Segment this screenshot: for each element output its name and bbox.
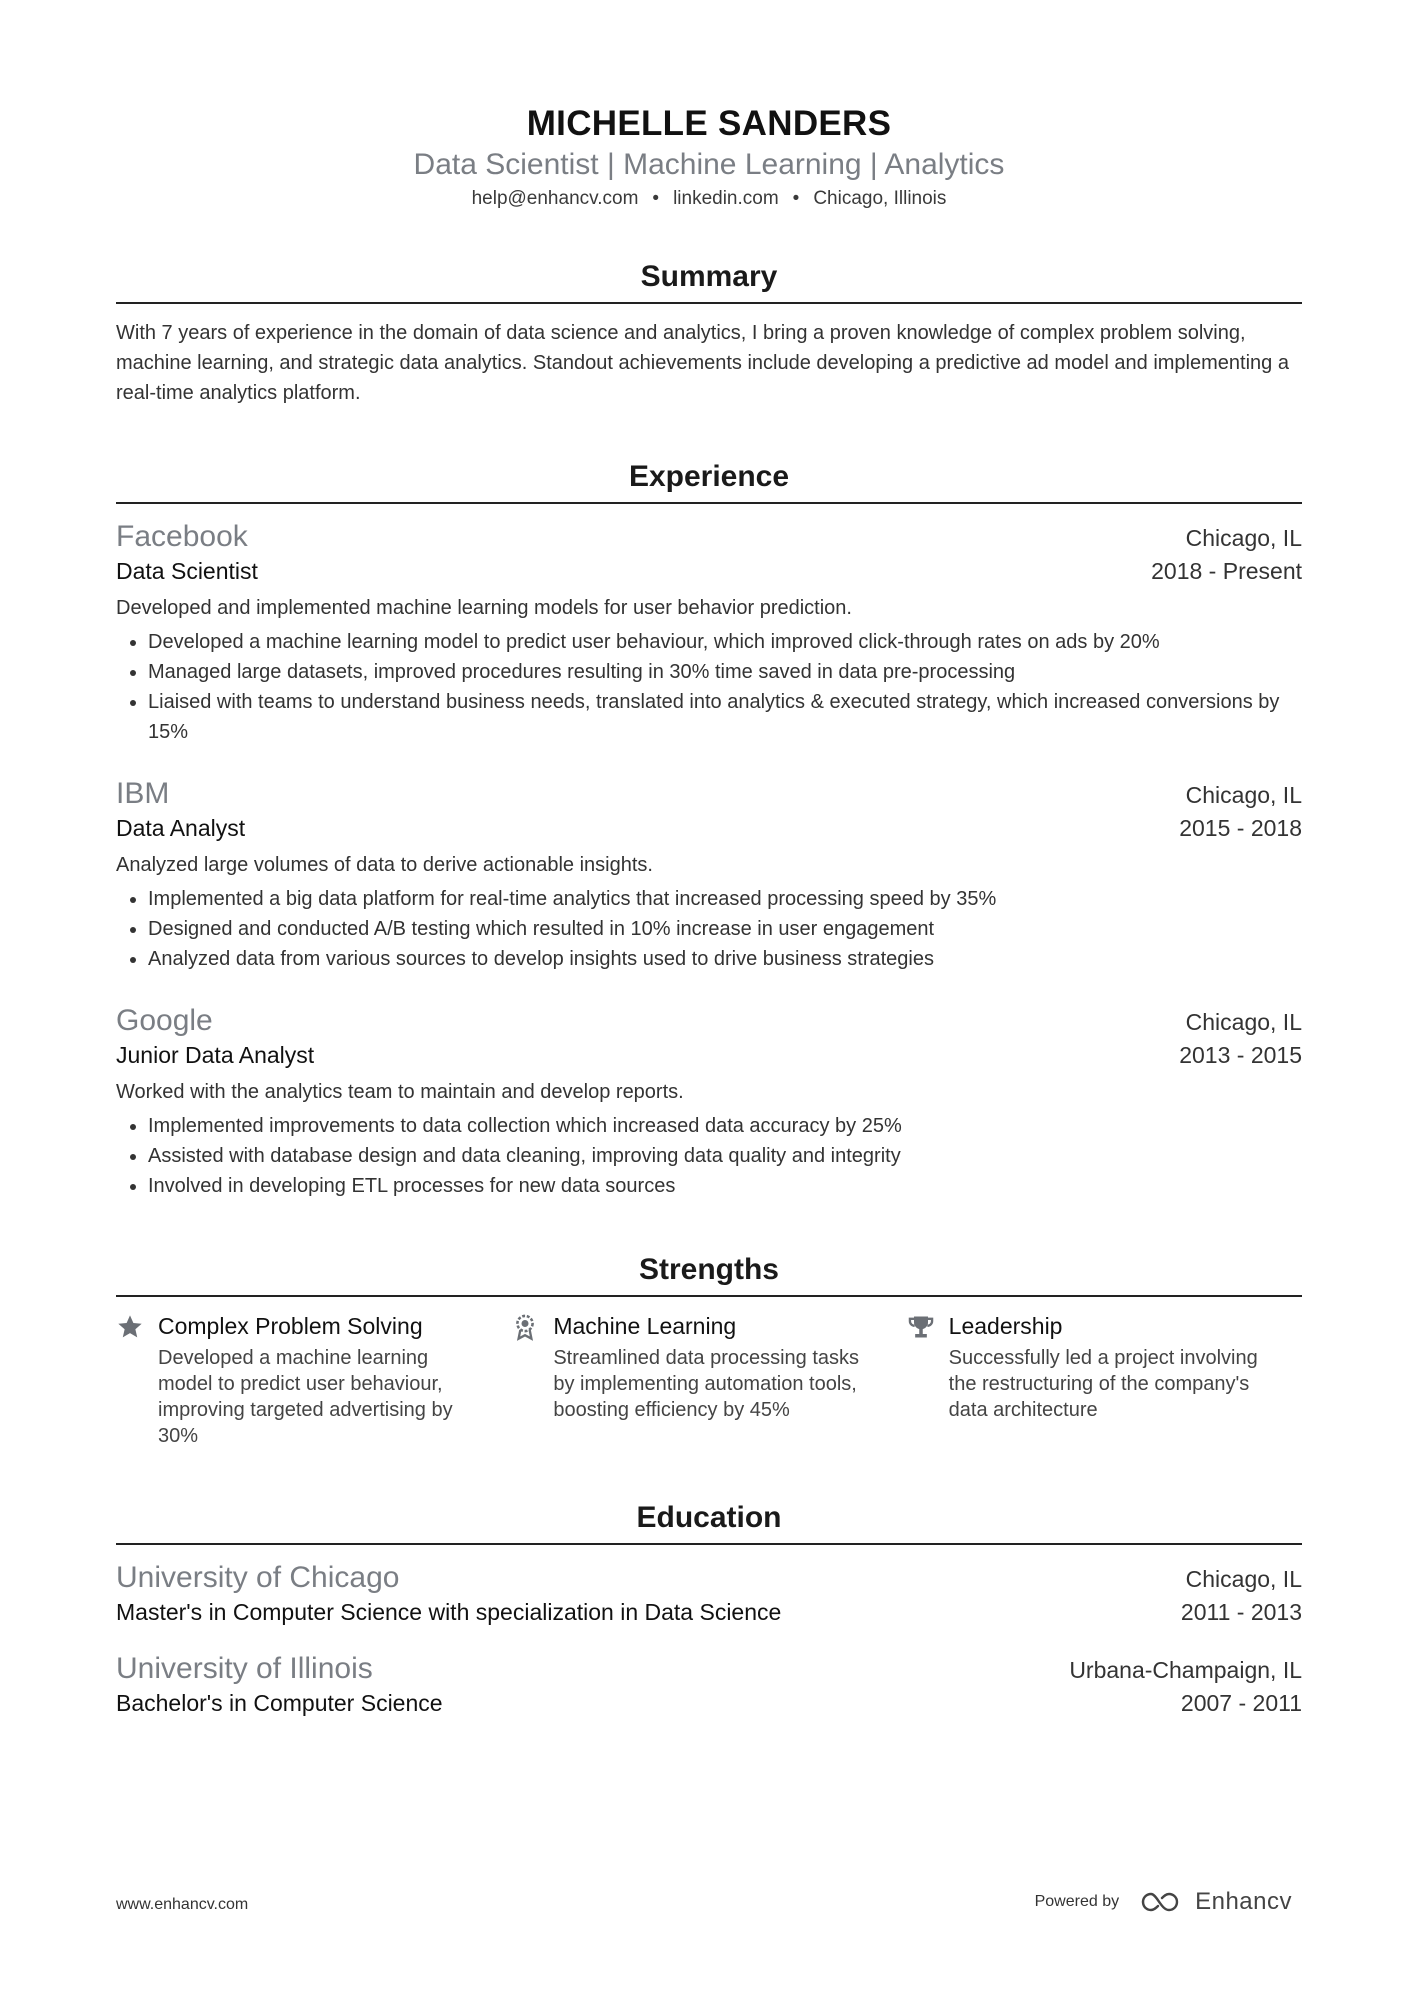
school-name: University of Illinois	[116, 1652, 373, 1685]
summary-section	[116, 260, 1302, 408]
list-item: • Developed a machine learning model to predict user behaviour, which improved click-through rates on ads by 20%	[148, 627, 1302, 657]
degree: Master's in Computer Science with specialization in Data Science	[116, 1599, 782, 1625]
achievement-list	[116, 1111, 1302, 1201]
section-title-strengths: Strengths	[116, 1253, 1302, 1297]
section-title-education: Education	[116, 1501, 1302, 1545]
separator-dot: •	[792, 188, 800, 209]
candidate-name: MICHELLE SANDERS	[526, 104, 892, 143]
school-name: University of Chicago	[116, 1561, 400, 1594]
strength-item	[511, 1311, 906, 1449]
degree: Bachelor's in Computer Science	[116, 1690, 443, 1716]
trophy-icon	[907, 1311, 949, 1449]
education-entry	[116, 1561, 1302, 1626]
enhancv-logo[interactable]	[1139, 1888, 1292, 1916]
strength-title: Leadership	[948, 1313, 1063, 1339]
strength-title: Complex Problem Solving	[158, 1313, 423, 1339]
education-dates: 2011 - 2013	[1180, 1599, 1302, 1625]
experience-entry	[116, 1004, 1302, 1201]
section-title-summary: Summary	[116, 260, 1302, 304]
strength-item	[907, 1311, 1302, 1449]
list-item: • Implemented a big data platform for real-time analytics that increased processing speed by 35%	[148, 884, 1302, 914]
resume-page	[116, 0, 1302, 1717]
resume-header	[116, 0, 1302, 210]
job-title: Data Analyst	[116, 815, 246, 841]
experience-entry	[116, 520, 1302, 747]
brand-name: Enhancv	[1195, 1888, 1292, 1915]
headline: Data Scientist | Machine Learning | Analytics	[413, 148, 1005, 181]
contact-line	[116, 188, 1302, 210]
section-title-experience: Experience	[116, 460, 1302, 504]
strength-description: Successfully led a project involving the restructuring of the company's data architecture	[948, 1347, 1258, 1421]
education-dates: 2007 - 2011	[1180, 1690, 1302, 1716]
experience-entry	[116, 777, 1302, 974]
education-entry	[116, 1652, 1302, 1717]
job-dates: 2018 - Present	[1151, 558, 1302, 584]
achievement-list	[116, 627, 1302, 747]
job-location: Chicago, IL	[1185, 782, 1302, 808]
job-title: Data Scientist	[116, 558, 258, 584]
job-description: Developed and implemented machine learning models for user behavior prediction.	[116, 597, 852, 619]
strengths-section	[116, 1253, 1302, 1449]
company-name: Facebook	[116, 520, 248, 553]
job-dates: 2013 - 2015	[1179, 1042, 1302, 1068]
footer-branding	[1035, 1888, 1292, 1916]
job-location: Chicago, IL	[1185, 525, 1302, 551]
list-item: • Implemented improvements to data collection which increased data accuracy by 25%	[148, 1111, 1302, 1141]
school-location: Chicago, IL	[1185, 1566, 1302, 1592]
powered-by-label: Powered by	[1034, 1893, 1120, 1910]
strength-item	[116, 1311, 511, 1449]
job-dates: 2015 - 2018	[1179, 815, 1302, 841]
email-link[interactable]: help@enhancv.com	[471, 188, 639, 209]
job-title: Junior Data Analyst	[116, 1042, 315, 1068]
strength-description: Streamlined data processing tasks by implementing automation tools, boosting efficiency by 45%	[553, 1347, 860, 1421]
experience-section	[116, 460, 1302, 1201]
list-item: • Liaised with teams to understand business needs, translated into analytics & executed strategy, which increased conversions by 15%	[148, 687, 1302, 747]
enhancv-logo-icon	[1139, 1890, 1185, 1914]
job-location: Chicago, IL	[1185, 1009, 1302, 1035]
location-text: Chicago, Illinois	[813, 188, 947, 209]
job-description: Worked with the analytics team to maintain and develop reports.	[116, 1081, 684, 1103]
education-section	[116, 1501, 1302, 1717]
summary-text: With 7 years of experience in the domain of data science and analytics, I bring a proven knowledge of complex problem solving, machine learning, and strategic data analytics. Standout achievements include developing a predictive ad model and implementing a real-time analytics platform.	[116, 322, 1289, 404]
list-item: • Analyzed data from various sources to develop insights used to drive business strategies	[148, 944, 1302, 974]
separator-dot: •	[652, 188, 660, 209]
school-location: Urbana-Champaign, IL	[1069, 1657, 1302, 1683]
job-description: Analyzed large volumes of data to derive actionable insights.	[116, 854, 653, 876]
company-name: Google	[116, 1004, 213, 1037]
list-item: • Managed large datasets, improved procedures resulting in 30% time saved in data pre-processing	[148, 657, 1302, 687]
linkedin-link[interactable]: linkedin.com	[673, 188, 779, 209]
award-icon	[511, 1311, 553, 1449]
list-item: • Designed and conducted A/B testing which resulted in 10% increase in user engagement	[148, 914, 1302, 944]
company-name: IBM	[116, 777, 170, 810]
achievement-list	[116, 884, 1302, 974]
strength-title: Machine Learning	[553, 1313, 737, 1339]
footer-website[interactable]: www.enhancv.com	[116, 1896, 249, 1913]
strength-description: Developed a machine learning model to predict user behaviour, improving targeted advertising by 30%	[158, 1347, 453, 1447]
list-item: • Involved in developing ETL processes for new data sources	[148, 1171, 1302, 1201]
star-icon	[116, 1311, 158, 1449]
list-item: • Assisted with database design and data cleaning, improving data quality and integrity	[148, 1141, 1302, 1171]
